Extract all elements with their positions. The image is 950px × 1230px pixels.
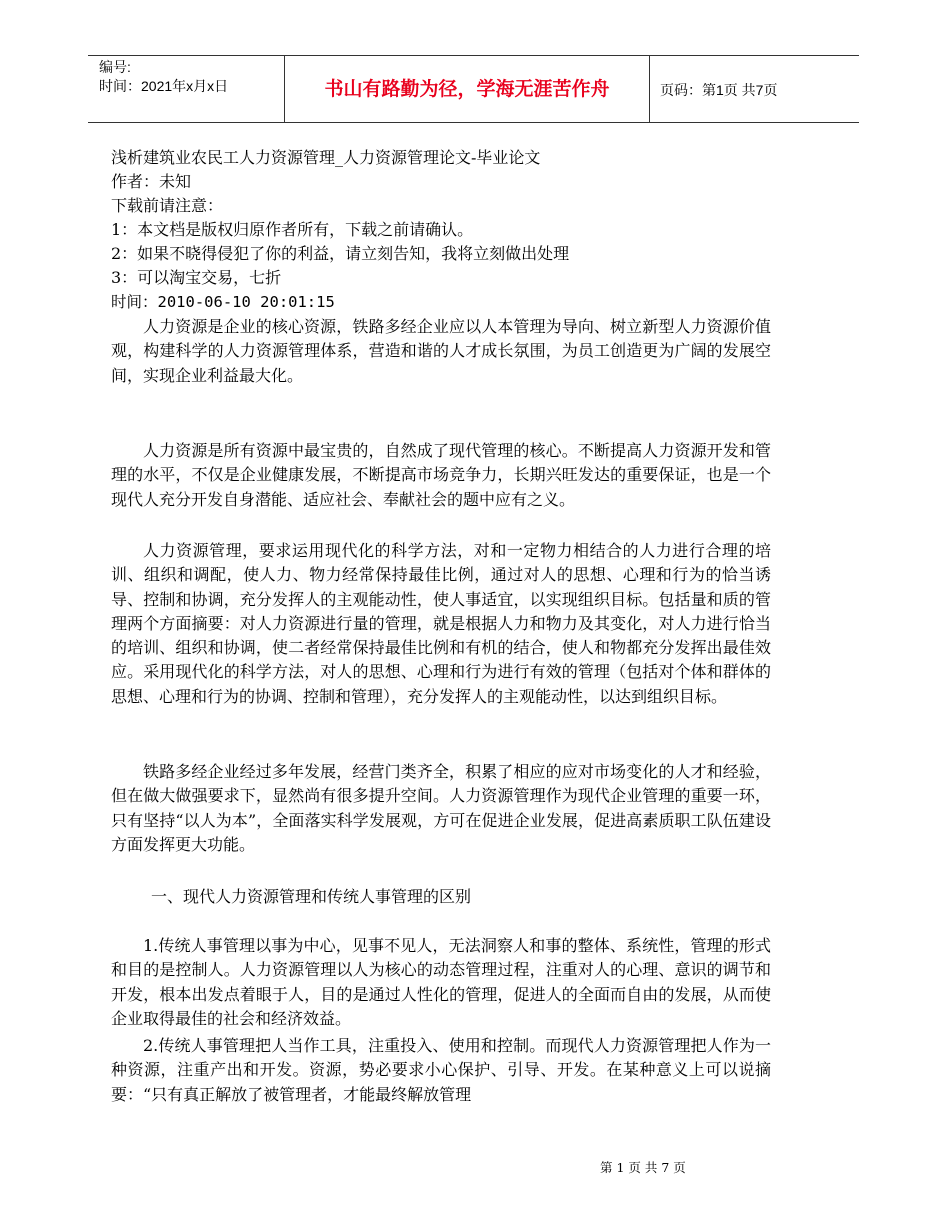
document-time: 时间：2010-06-10 20:01:15 bbox=[111, 293, 335, 311]
section-heading-1: 一、现代人力资源管理和传统人事管理的区别 bbox=[151, 887, 472, 906]
paragraph-3: 人力资源管理，要求运用现代化的科学方法，对和一定物力相结合的人力进行合理的培训、组织和调配，使人力、物力经常保持最佳比例，通过对人的思想、心理和行为的恰当诱导、控制和协调，充分发挥人的主观能动性，使人事适宜，以实现组织目标。包括量和质的管理两个方面摘要：对人力资源进行量的管理，就是根据人力和物力及其变化，对人力进行恰当的培训、组织和协调，使二者经常保持最佳比例和有机的结合，使人和物都充分发挥出最佳效应。采用现代化的科学方法，对人的思想、心理和行为进行有效的管理（包括对个体和群体的思想、心理和行为的协调、控制和管理），充分发挥人的主观能动性，以达到组织目标。 bbox=[111, 541, 771, 706]
number-label: 编号: bbox=[99, 59, 131, 75]
document-title: 浅析建筑业农民工人力资源管理_人力资源管理论文-毕业论文 bbox=[111, 148, 541, 167]
header-motto: 书山有路勤为径，学海无涯苦作舟 bbox=[284, 56, 650, 122]
notice-item-1: 1：本文档是版权归原作者所有，下载之前请确认。 bbox=[111, 220, 474, 239]
paragraph-4: 铁路多经企业经过多年发展，经营门类齐全，积累了相应的应对市场变化的人才和经验，但在做大做强要求下，显然尚有很多提升空间。人力资源管理作为现代企业管理的重要一环，只有坚持“以人为本”，全面落实科学发展观，方可在促进企业发展，促进高素质职工队伍建设方面发挥更大功能。 bbox=[111, 762, 771, 854]
paragraph-5: 1.传统人事管理以事为中心，见事不见人，无法洞察人和事的整体、系统性，管理的形式和目的是控制人。人力资源管理以人为核心的动态管理过程，注重对人的心理、意识的调节和开发，根本出发点着眼于人，目的是通过人性化的管理，促进人的全面而自由的发展，从而使企业取得最佳的社会和经济效益。 bbox=[111, 936, 771, 1028]
header-left bbox=[99, 58, 228, 96]
document-author: 作者：未知 bbox=[111, 172, 192, 191]
notice-item-3: 3：可以淘宝交易，七折 bbox=[111, 268, 282, 287]
notice-item-2: 2：如果不晓得侵犯了你的利益，请立刻告知，我将立刻做出处理 bbox=[111, 244, 570, 263]
paragraph-2: 人力资源是所有资源中最宝贵的，自然成了现代管理的核心。不断提高人力资源开发和管理的水平，不仅是企业健康发展，不断提高市场竞争力，长期兴旺发达的重要保证，也是一个现代人充分开发自身潜能、适应社会、奉献社会的题中应有之义。 bbox=[111, 441, 771, 509]
notice-title: 下载前请注意： bbox=[111, 196, 224, 215]
header-page-info: 页码：第1页 共7页 bbox=[660, 82, 778, 98]
time-label: 时间：2021年x月x日 bbox=[99, 78, 229, 94]
page-header bbox=[88, 55, 859, 123]
paragraph-6: 2.传统人事管理把人当作工具，注重投入、使用和控制。而现代人力资源管理把人作为一种资源，注重产出和开发。资源，势必要求小心保护、引导、开发。在某种意义上可以说摘要：“只有真正解放了被管理者，才能最终解放管理 bbox=[111, 1036, 771, 1104]
page-footer: 第 1 页 共 7 页 bbox=[600, 1160, 686, 1175]
paragraph-abstract: 人力资源是企业的核心资源，铁路多经企业应以人本管理为导向、树立新型人力资源价值观，构建科学的人力资源管理体系，营造和谐的人才成长氛围，为员工创造更为广阔的发展空间，实现企业利益最大化。 bbox=[111, 317, 771, 385]
document-meta bbox=[111, 146, 569, 314]
